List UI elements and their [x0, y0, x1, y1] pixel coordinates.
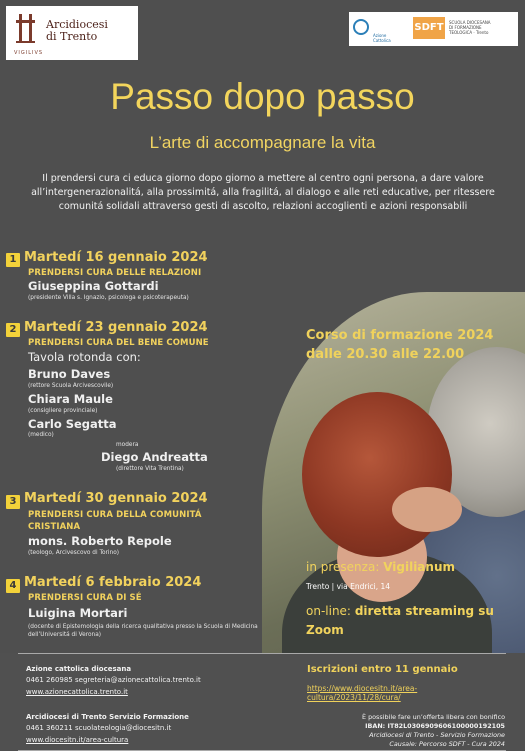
donation-info: È possibile fare un’offerta libera con bonifico IBAN: IT82L0306909606100000192105 Arcidiocesi di Trento - Servizio Formazione Causale: Percorso SDFT - Cura 2024: [362, 713, 505, 748]
session-2-speaker-3-desc: (medico): [28, 432, 54, 438]
session-4-topic: PRENDERSI CURA DI SÉ: [28, 593, 142, 603]
diocese-title: Arcidiocesi di Trento: [46, 18, 108, 43]
session-4-speaker: Luigina Mortari: [28, 606, 128, 620]
session-2-extra: Tavola rotonda con:: [28, 350, 141, 364]
azione-cattolica-logo: Azione Cattolica: [353, 15, 405, 43]
session-2-speaker-2: Chiara Maule: [28, 392, 113, 406]
presence-place: Vigilianum: [383, 560, 455, 574]
poster-subtitle: L’arte di accompagnare la vita: [149, 133, 376, 152]
online-streaming: diretta streaming su Zoom: [306, 604, 494, 637]
session-2-speaker-1-desc: (rettore Scuola Arcivescovile): [28, 383, 114, 389]
diocese-crest-icon: [16, 14, 36, 46]
session-3-number: 3: [6, 495, 20, 509]
session-3-date: Martedí 30 gennaio 2024: [24, 491, 208, 506]
session-3-topic: PRENDERSI CURA DELLA COMUNITÁ CRISTIANA: [28, 510, 202, 532]
presence-address: Trento | via Endrici, 14: [306, 582, 391, 591]
diocese-motto: VIGILIVS: [14, 50, 44, 56]
session-2-moderator-desc: (direttore Vita Trentina): [116, 466, 184, 472]
online-info: on-line: diretta streaming su Zoom: [306, 604, 494, 637]
sdft-logo: [413, 15, 513, 43]
session-2-moderator-label: modera: [116, 442, 139, 448]
session-2-speaker-1: Bruno Daves: [28, 367, 111, 381]
session-2-number: 2: [6, 323, 20, 337]
poster-title: Passo dopo passo: [110, 76, 415, 117]
org2-name: Arcidiocesi di Trento Servizio Formazione: [26, 713, 189, 721]
hand-on-shoulder: [392, 487, 462, 532]
org1-name: Azione cattolica diocesana: [26, 665, 132, 673]
session-4-date: Martedí 6 febbraio 2024: [24, 575, 202, 590]
course-title: Corso di formazione 2024: [306, 328, 494, 343]
session-1-speaker-desc: (presidente Villa s. Ignazio, psicologa e psicoterapeuta): [28, 295, 189, 301]
footer-top-divider: [18, 653, 506, 654]
session-2-moderator: Diego Andreatta: [101, 450, 208, 464]
session-2-date: Martedí 23 gennaio 2024: [24, 320, 208, 335]
org1-phone: 0461 260985 segreteria@azionecattolica.trento.it: [26, 676, 201, 684]
org1-web-link[interactable]: www.azionecattolica.trento.it: [26, 688, 128, 696]
signup-link[interactable]: https://www.diocesitn.it/area-cultura/2023/11/28/cura/: [307, 684, 418, 702]
org2-phone: 0461 360211 scuolateologia@diocesitn.it: [26, 724, 172, 732]
org2-web-link[interactable]: www.diocesitn.it/area-cultura: [26, 736, 129, 744]
sdft-mark: SDFT: [413, 17, 445, 39]
sdft-text: SCUOLA DIOCESANA DI FORMAZIONE TEOLOGICA · Trento: [449, 20, 491, 35]
course-info: [306, 326, 493, 364]
session-4-speaker-desc: (docente di Epistemologia della ricerca qualitativa presso la Scuola di Medicina dell’Universitá di Verona): [28, 624, 258, 638]
course-time: dalle 20.30 alle 22.00: [306, 347, 465, 362]
azione-cattolica-icon: [353, 19, 369, 35]
partner-logos: [349, 12, 518, 46]
session-4-number: 4: [6, 579, 20, 593]
presence-info: in presenza: Vigilianum: [306, 560, 455, 574]
session-1-number: 1: [6, 253, 20, 267]
org1-email-link[interactable]: segreteria@azionecattolica.trento.it: [75, 676, 201, 684]
session-1-speaker: Giuseppina Gottardi: [28, 279, 159, 293]
session-2-speaker-3: Carlo Segatta: [28, 417, 117, 431]
signup-title: Iscrizioni entro 11 gennaio: [307, 664, 458, 675]
org2-email-link[interactable]: scuolateologia@diocesitn.it: [75, 724, 172, 732]
session-2-topic: PRENDERSI CURA DEL BENE COMUNE: [28, 338, 209, 348]
intro-text: Il prendersi cura ci educa giorno dopo giorno a mettere al centro ogni persona, a dare valore all’intergenerazionalitá, alla prossimitá, alla fragilitá, al dialogo e alle reti educative, per ritessere comunitá solidali attraverso gesti di ascolto, relazioni accoglienti e azioni responsabili: [31, 173, 495, 212]
session-3-speaker-desc: (teologo, Arcivescovo di Torino): [28, 550, 120, 556]
session-1-topic: PRENDERSI CURA DELLE RELAZIONI: [28, 268, 202, 278]
session-2-speaker-2-desc: (consigliere provinciale): [28, 408, 98, 414]
woman-hair: [302, 392, 452, 557]
session-1-date: Martedí 16 gennaio 2024: [24, 250, 208, 265]
session-3-speaker: mons. Roberto Repole: [28, 534, 172, 548]
diocese-logo-card: [6, 6, 138, 60]
